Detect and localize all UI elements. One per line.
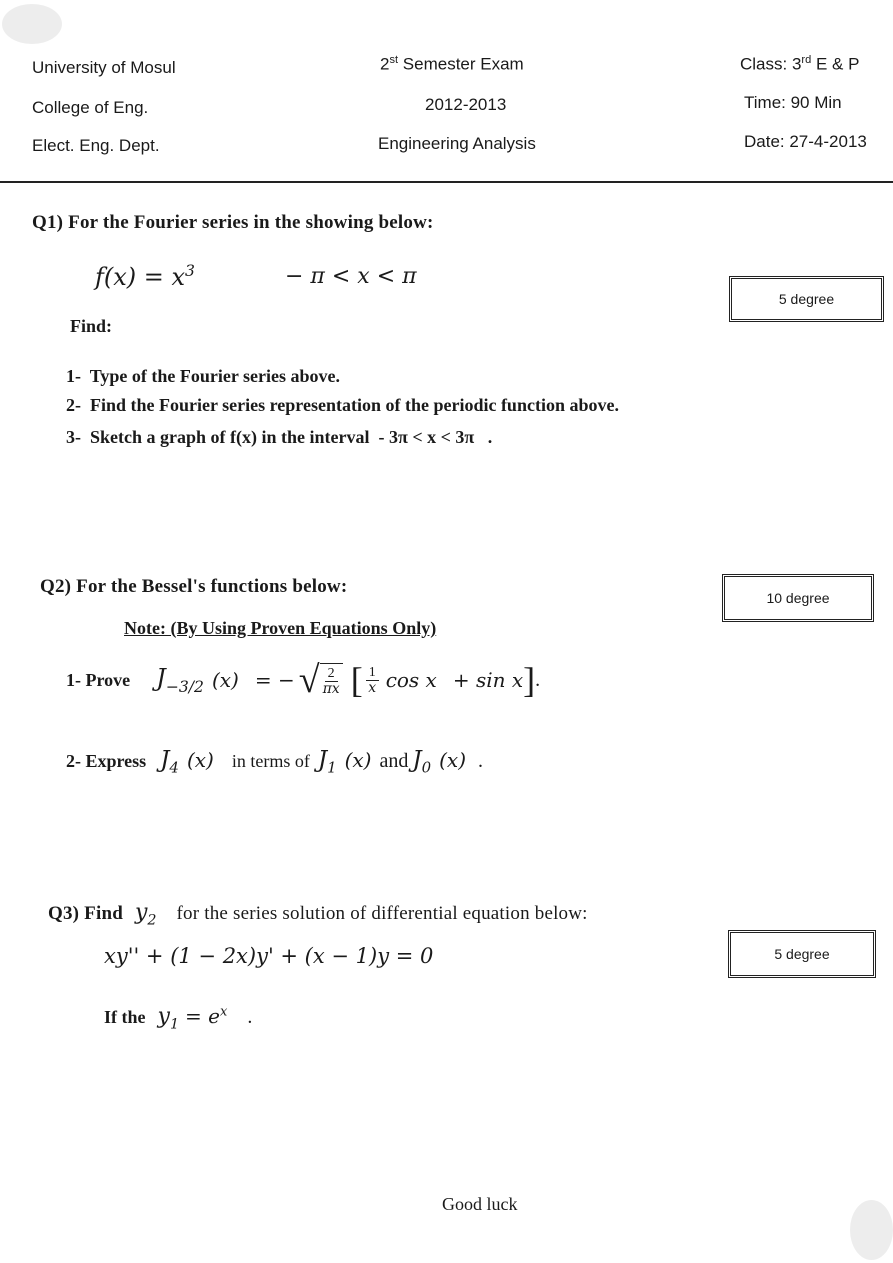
- q2-degree-box: 10 degree: [722, 574, 874, 622]
- scan-noise: [2, 4, 62, 44]
- subject-name: Engineering Analysis: [378, 134, 536, 153]
- q1-degree-box: 5 degree: [729, 276, 884, 322]
- q1-title: Q1) For the Fourier series in the showing below:: [32, 212, 434, 233]
- academic-year: 2012-2013: [425, 95, 507, 114]
- q3-degree-box: 5 degree: [728, 930, 876, 978]
- time-label: Time: 90 Min: [744, 93, 842, 112]
- q3-title: Q3) Find $y_2$ for the series solution of differential equation below:: [48, 900, 588, 929]
- q2-title: Q2) For the Bessel's functions below:: [40, 576, 348, 597]
- class-label: Class: 3rd E & P: [740, 54, 860, 74]
- q1-item-1: 1- Type of the Fourier series above.: [66, 366, 340, 386]
- scan-noise: [850, 1200, 893, 1260]
- q2-prove-equation: 1- Prove $J_{-3/2}$ (x) = − √ $\frac{2}{\pi x}$ [ $\frac{1}{x}$ cos x + sin x ] .: [66, 659, 541, 701]
- q2-note: Note: (By Using Proven Equations Only): [124, 618, 437, 638]
- q1-find-label: Find:: [70, 316, 113, 336]
- q1-item-2: 2- Find the Fourier series representation of the periodic function above.: [66, 395, 619, 415]
- q3-differential-equation: xy'' + (1 − 2x)y' + (x − 1)y = 0: [104, 944, 434, 968]
- date-label: Date: 27-4-2013: [744, 132, 867, 151]
- q2-express-line: 2- Express $J_4$ (x) in terms of $J_1$ (x) and $J_0$ (x) .: [66, 747, 483, 777]
- header-divider: [0, 181, 893, 183]
- q3-given-solution: If the $y_1$ = $e^x$ .: [104, 1004, 253, 1033]
- q1-function: $f(x) = x^3$: [95, 262, 195, 291]
- department-name: Elect. Eng. Dept.: [32, 136, 160, 155]
- q1-interval: − π < x < π: [285, 264, 417, 289]
- university-name: University of Mosul: [32, 58, 176, 77]
- semester-label: 2st Semester Exam: [380, 54, 524, 74]
- good-luck-footer: Good luck: [442, 1194, 518, 1214]
- q1-item-3: 3- Sketch a graph of f(x) in the interval - 3π < x < 3π .: [66, 427, 493, 447]
- college-name: College of Eng.: [32, 98, 149, 117]
